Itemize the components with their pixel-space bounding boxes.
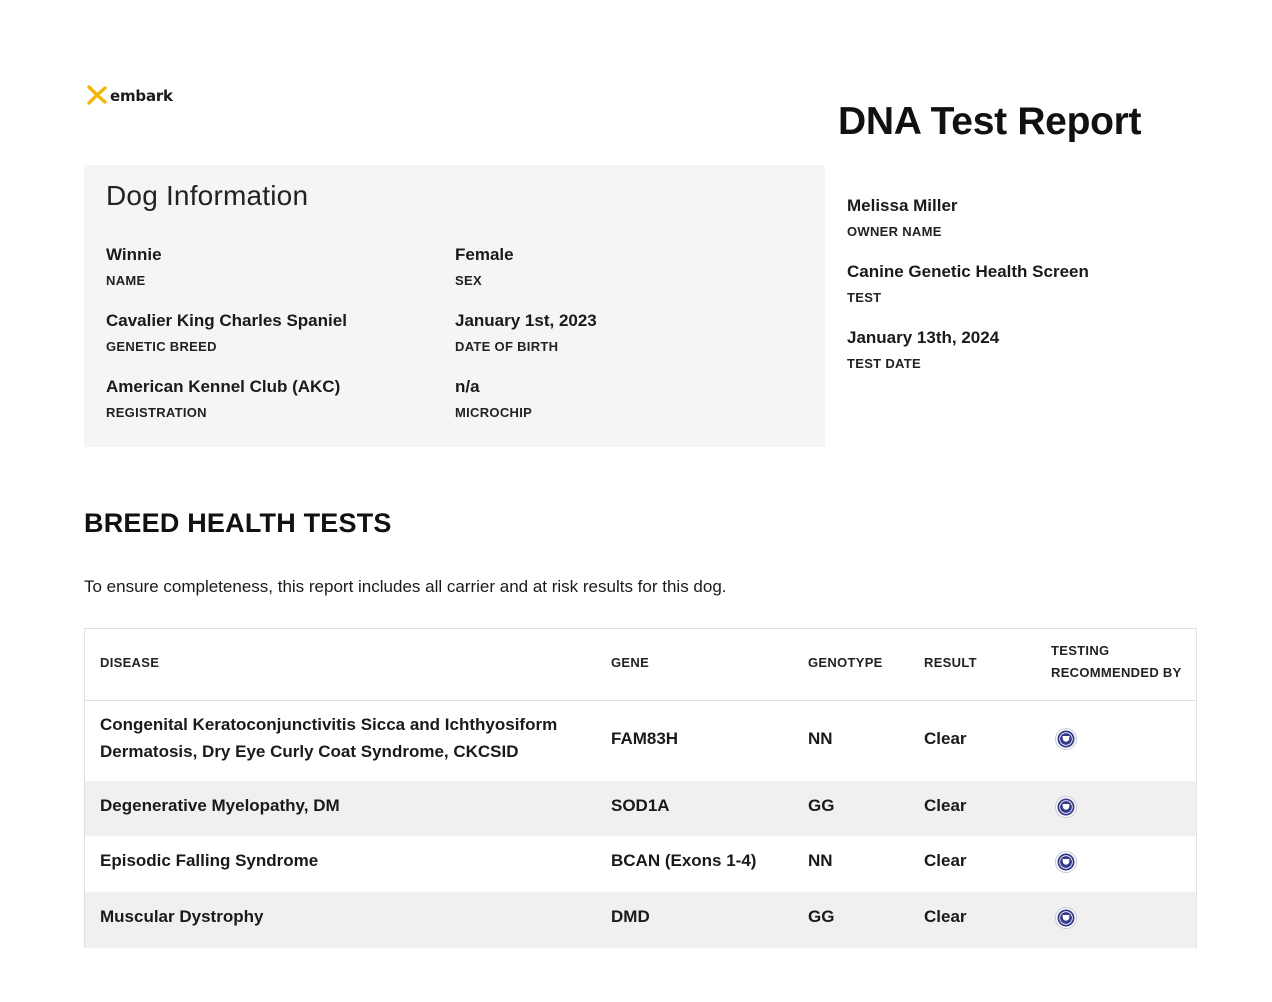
- gene-cell: FAM83H: [611, 729, 679, 748]
- genotype-cell: GG: [808, 907, 835, 926]
- dog-breed-field: [106, 311, 347, 354]
- embark-logo-icon: [86, 84, 108, 106]
- genotype-cell: NN: [808, 851, 833, 870]
- dog-name-field: [106, 245, 162, 288]
- breed-health-intro: To ensure completeness, this report includes all carrier and at risk results for this dog.: [84, 577, 727, 596]
- result-cell: Clear: [924, 796, 967, 815]
- disease-cell: Episodic Falling Syndrome: [100, 851, 319, 870]
- table-row: [85, 781, 1196, 836]
- column-header-testing-line: TESTING: [1051, 643, 1110, 658]
- disease-cell: Degenerative Myelopathy, DM: [100, 796, 340, 815]
- field-value: Melissa Miller: [847, 196, 958, 215]
- report-title: DNA Test Report: [838, 100, 1142, 143]
- field-label: NAME: [106, 273, 146, 288]
- column-header-testing-recommended: [1051, 640, 1182, 684]
- breed-health-heading: BREED HEALTH TESTS: [84, 508, 392, 538]
- column-header-result: RESULT: [924, 655, 977, 670]
- test-date-field: [847, 328, 999, 371]
- gene-cell: SOD1A: [611, 796, 670, 815]
- club-seal-icon: [1055, 907, 1077, 929]
- test-name-field: [847, 262, 1089, 305]
- dog-sex-field: [455, 245, 514, 288]
- result-cell: Clear: [924, 729, 967, 748]
- field-value: n/a: [455, 377, 480, 396]
- dog-information-card: [84, 165, 825, 447]
- table-row: [85, 836, 1196, 892]
- genotype-cell: NN: [808, 729, 833, 748]
- table-row: [85, 701, 1196, 781]
- field-value: American Kennel Club (AKC): [106, 377, 341, 396]
- gene-cell: BCAN (Exons 1-4): [611, 851, 757, 870]
- table-header: [85, 629, 1196, 701]
- club-seal-icon: [1055, 851, 1077, 873]
- field-label: SEX: [455, 273, 482, 288]
- club-seal-icon: [1055, 728, 1077, 750]
- owner-name-field: [847, 196, 958, 239]
- field-value: Female: [455, 245, 514, 264]
- field-label: TEST: [847, 290, 882, 305]
- column-header-gene: GENE: [611, 655, 650, 670]
- dog-dob-field: [455, 311, 597, 354]
- breed-health-table: [84, 628, 1197, 948]
- dog-registration-field: [106, 377, 340, 420]
- club-seal-icon: [1055, 796, 1077, 818]
- logo-wordmark: embark: [110, 87, 173, 105]
- column-header-genotype: GENOTYPE: [808, 655, 883, 670]
- disease-cell: Congenital Keratoconjunctivitis Sicca and Ichthyosiform Dermatosis, Dry Eye Curly Coat Syndrome, CKCSID: [100, 715, 558, 761]
- field-label: OWNER NAME: [847, 224, 942, 239]
- dog-information-title: Dog Information: [106, 180, 309, 211]
- field-value: January 1st, 2023: [455, 311, 597, 330]
- field-value: Cavalier King Charles Spaniel: [106, 311, 347, 330]
- dog-microchip-field: [455, 377, 532, 420]
- column-header-recommended-line: RECOMMENDED BY: [1051, 665, 1182, 680]
- field-value: Winnie: [106, 245, 162, 264]
- field-label: TEST DATE: [847, 356, 921, 371]
- column-header-disease: DISEASE: [100, 655, 160, 670]
- genotype-cell: GG: [808, 796, 835, 815]
- field-value: January 13th, 2024: [847, 328, 1000, 347]
- disease-cell: Muscular Dystrophy: [100, 907, 264, 926]
- field-label: REGISTRATION: [106, 405, 207, 420]
- field-value: Canine Genetic Health Screen: [847, 262, 1089, 281]
- embark-logo: [86, 82, 173, 108]
- field-label: MICROCHIP: [455, 405, 533, 420]
- result-cell: Clear: [924, 851, 967, 870]
- table-row: [85, 892, 1196, 948]
- gene-cell: DMD: [611, 907, 650, 926]
- field-label: DATE OF BIRTH: [455, 339, 559, 354]
- field-label: GENETIC BREED: [106, 339, 217, 354]
- result-cell: Clear: [924, 907, 967, 926]
